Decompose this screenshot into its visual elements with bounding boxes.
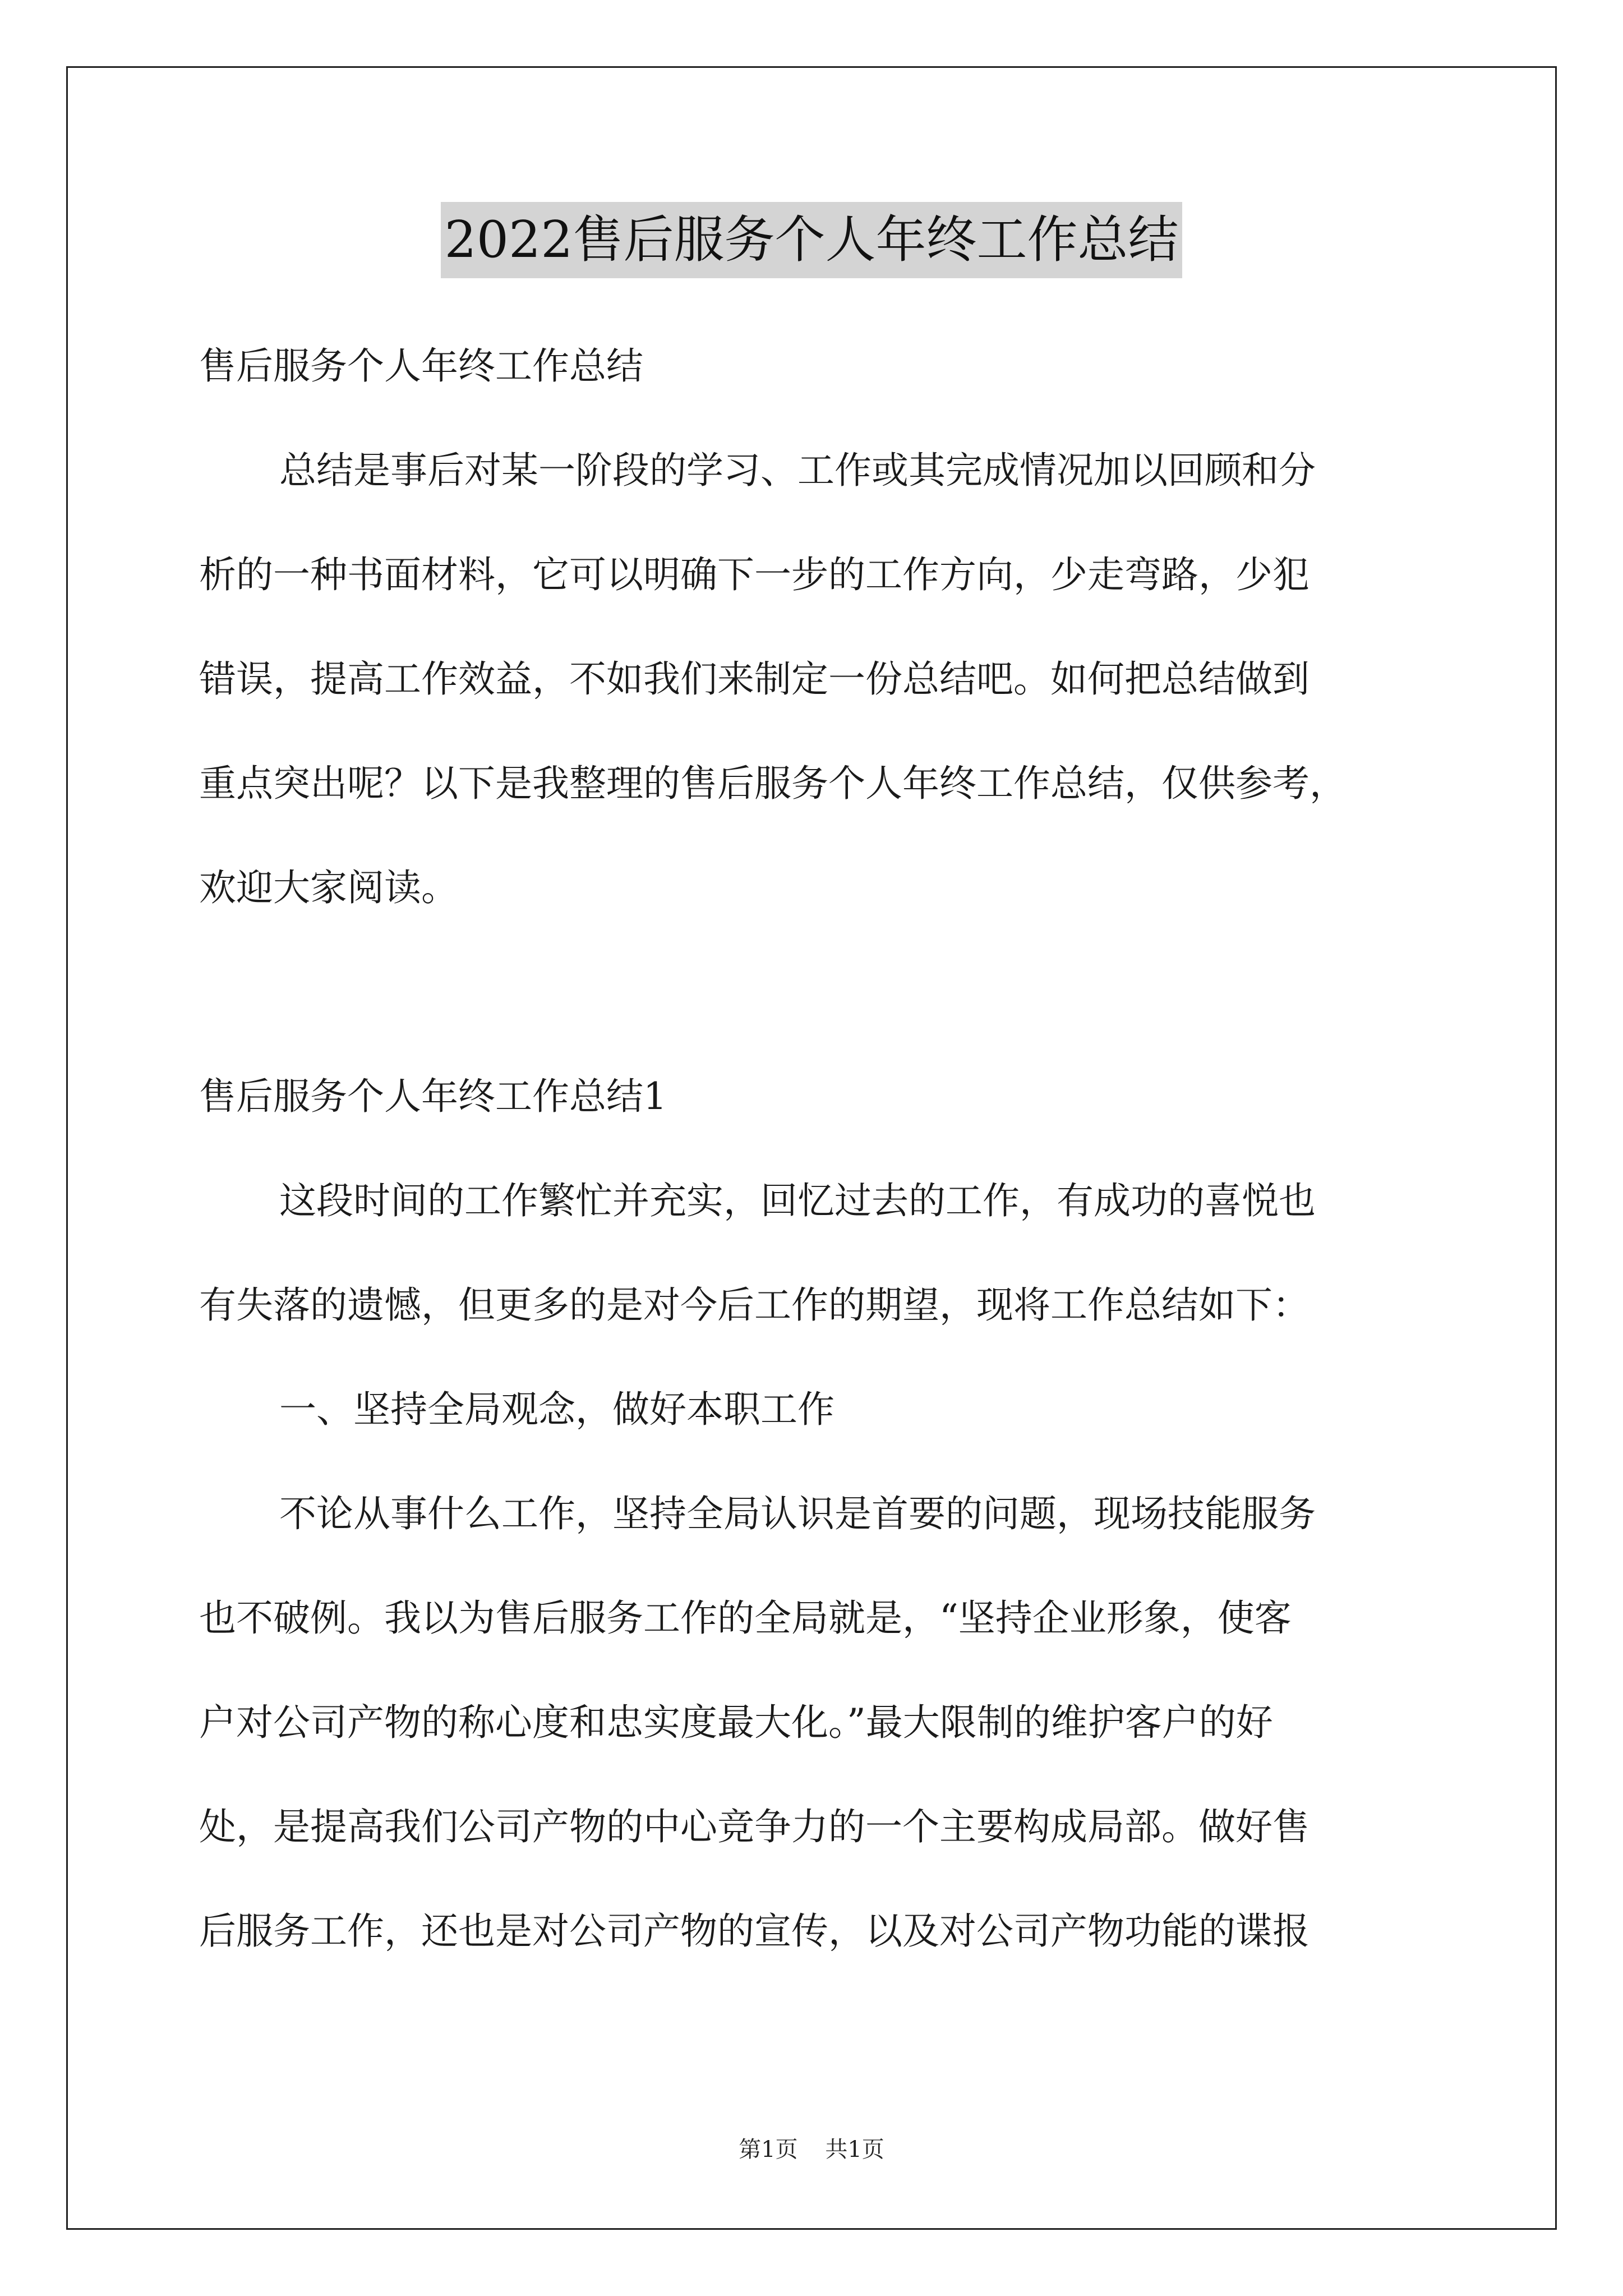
section-heading: 售后服务个人年终工作总结1 — [199, 1075, 667, 1118]
body-paragraph-line: 也不破例。我以为售后服务工作的全局就是，“坚持企业形象，使客 — [199, 1596, 1292, 1640]
intro-paragraph-line: 重点突出呢？以下是我整理的售后服务个人年终工作总结，仅供参考， — [199, 762, 1347, 805]
body-paragraph-line: 有失落的遗憾，但更多的是对今后工作的期望，现将工作总结如下： — [199, 1283, 1310, 1327]
intro-heading: 售后服务个人年终工作总结 — [199, 344, 643, 388]
intro-paragraph-line: 错误，提高工作效益，不如我们来制定一份总结吧。如何把总结做到 — [199, 657, 1310, 701]
page-total: 共1页 — [825, 2137, 884, 2162]
document-body — [199, 314, 1461, 1984]
intro-paragraph-line: 欢迎大家阅读。 — [199, 866, 458, 909]
body-paragraph-line: 处，是提高我们公司产物的中心竞争力的一个主要构成局部。做好售 — [199, 1805, 1310, 1848]
subsection-heading: 一、坚持全局观念，做好本职工作 — [279, 1388, 834, 1431]
body-paragraph-line: 户对公司产物的称心度和忠实度最大化。”最大限制的维护客户的好 — [199, 1701, 1273, 1744]
page-footer — [0, 2132, 1623, 2164]
page-number: 第1页 — [739, 2137, 798, 2162]
intro-paragraph-line: 析的一种书面材料，它可以明确下一步的工作方向，少走弯路，少犯 — [199, 553, 1310, 596]
intro-paragraph-line: 总结是事后对某一阶段的学习、工作或其完成情况加以回顾和分 — [279, 449, 1316, 492]
body-paragraph-line: 后服务工作，还也是对公司产物的宣传，以及对公司产物功能的谍报 — [199, 1910, 1310, 1953]
body-paragraph-line: 这段时间的工作繁忙并充实，回忆过去的工作，有成功的喜悦也 — [279, 1179, 1316, 1222]
body-paragraph-line: 不论从事什么工作，坚持全局认识是首要的问题，现场技能服务 — [279, 1492, 1316, 1535]
document-title: 2022售后服务个人年终工作总结 — [441, 202, 1182, 278]
title-container — [0, 202, 1623, 278]
section-spacer — [199, 940, 1461, 1045]
